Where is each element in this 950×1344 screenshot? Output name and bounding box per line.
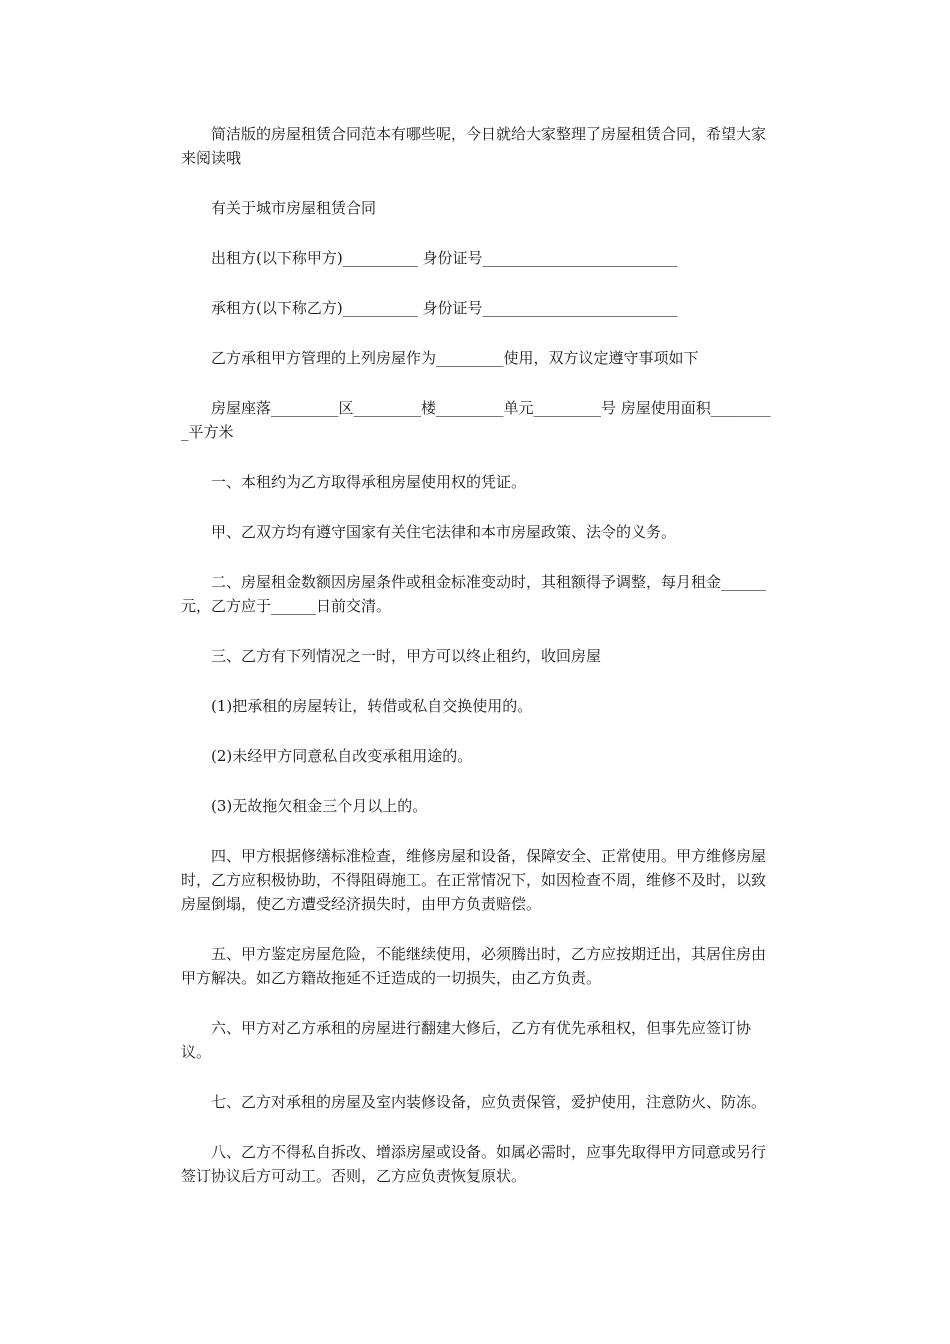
clause-1: 一、本租约为乙方取得承租房屋使用权的凭证。 bbox=[211, 473, 527, 491]
clause-7: 七、乙方对承租的房屋及室内装修设备，应负责保管，爱护使用，注意防火、防冻。 bbox=[211, 1093, 767, 1111]
usage-paragraph: 乙方承租甲方管理的上列房屋作为_________使用，双方议定遵守事项如下 bbox=[211, 349, 699, 367]
document-body bbox=[181, 122, 771, 1188]
clause-8: 八、乙方不得私自拆改、增添房屋或设备。如属必需时，应事先取得甲方同意或另行签订协议后方可动工。否则，乙方应负责恢复原状。 bbox=[181, 1143, 767, 1185]
location-paragraph: 房屋座落_________区_________楼_________单元_________号 房屋使用面积_________平方米 bbox=[181, 399, 771, 441]
clause-2: 二、房屋租金数额因房屋条件或租金标准变动时，其租额得予调整，每月租金______元，乙方应于______日前交清。 bbox=[181, 573, 767, 615]
clause-3-item-2: (2)未经甲方同意私自改变承租用途的。 bbox=[211, 747, 473, 765]
clause-3-item-1: (1)把承租的房屋转让，转借或私自交换使用的。 bbox=[211, 697, 533, 715]
clause-4: 四、甲方根据修缮标准检查，维修房屋和设备，保障安全、正常使用。甲方维修房屋时，乙方应积极协助，不得阻碍施工。在正常情况下，如因检查不周，维修不及时，以致房屋倒塌，使乙方遭受经济损失时，由甲方负责赔偿。 bbox=[181, 847, 767, 913]
clause-3: 三、乙方有下列情况之一时，甲方可以终止租约，收回房屋 bbox=[211, 647, 602, 665]
lessor-line: 出租方(以下称甲方)__________ 身份证号__________________________ bbox=[211, 249, 678, 267]
clause-6: 六、甲方对乙方承租的房屋进行翻建大修后，乙方有优先承租权，但事先应签订协议。 bbox=[181, 1019, 752, 1061]
lessee-line: 承租方(以下称乙方)__________ 身份证号__________________________ bbox=[211, 299, 678, 317]
clause-5: 五、甲方鉴定房屋危险，不能继续使用，必须腾出时，乙方应按期迁出，其居住房由甲方解决。如乙方籍故拖延不迁造成的一切损失，由乙方负责。 bbox=[181, 945, 767, 987]
contract-title: 有关于城市房屋租赁合同 bbox=[211, 199, 377, 217]
obligation-paragraph: 甲、乙双方均有遵守国家有关住宅法律和本市房屋政策、法令的义务。 bbox=[211, 523, 677, 541]
clause-3-item-3: (3)无故拖欠租金三个月以上的。 bbox=[211, 797, 428, 815]
intro-paragraph: 简洁版的房屋租赁合同范本有哪些呢，今日就给大家整理了房屋租赁合同，希望大家来阅读哦 bbox=[181, 125, 767, 167]
